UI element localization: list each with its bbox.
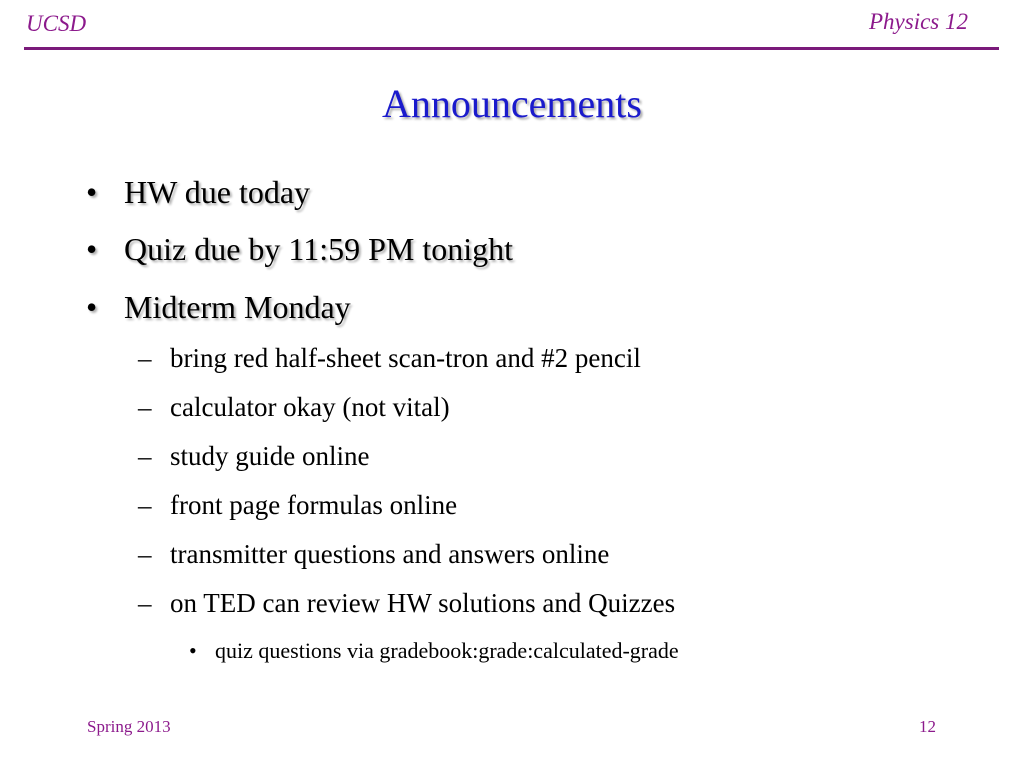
dash-mark: – [138,343,152,373]
sub-list-item-text: transmitter questions and answers online [170,539,610,569]
dash-mark: – [138,539,152,569]
sub-list-item-text: bring red half-sheet scan-tron and #2 pencil [170,343,641,373]
page-number: 12 [919,717,936,736]
sub-sub-list-item-text: quiz questions via gradebook:grade:calculated-grade [215,638,679,663]
dash-mark: – [138,490,152,520]
list-item-text: HW due today [124,174,311,210]
dash-mark: – [138,588,152,618]
header-course: Physics 12 [868,9,968,34]
header-institution: UCSD [26,11,87,36]
dash-mark: – [138,441,152,471]
header-divider [24,47,999,50]
dash-mark: – [138,392,152,422]
footer-term: Spring 2013 [87,717,171,736]
sub-list-item [138,392,450,423]
sub-list-item-text: front page formulas online [170,490,458,520]
list-item [86,289,351,326]
bullet-mark: • [86,174,98,210]
sub-list-item [138,441,370,472]
sub-list-item [138,588,676,619]
sub-list-item [138,343,641,374]
list-item-text: Midterm Monday [124,289,351,325]
list-item [86,231,514,268]
sub-list-item-text: study guide online [170,441,370,471]
sub-list-item-text: on TED can review HW solutions and Quizzes [170,588,676,618]
bullet-mark: • [86,231,98,267]
list-item-text: Quiz due by 11:59 PM tonight [124,231,514,267]
bullet-mark: • [86,289,98,325]
sub-list-item [138,490,458,521]
slide-title: Announcements [382,81,642,126]
sub-list-item [138,539,610,570]
bullet-mark: • [189,638,197,663]
sub-sub-list-item [189,638,679,664]
list-item [86,174,311,211]
sub-list-item-text: calculator okay (not vital) [170,392,450,422]
